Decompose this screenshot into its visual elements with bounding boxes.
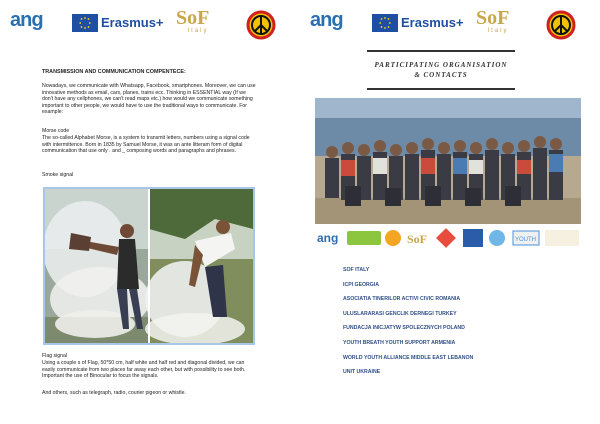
organisations-list: [343, 265, 543, 382]
morse-code-paragraph: The so-called Alphabet Morse, is a system to transmit letters, numbers using a signal code with intermittence. Born in 1835 by Samuel Morse, it was an ante litteram form of digital communication that use only . and _ composing words and paragraphs and phrases.: [42, 135, 250, 155]
eu-flag-icon: [72, 14, 98, 32]
sof-logo-text: SoF: [476, 7, 510, 29]
eu-flag-icon: [372, 14, 398, 32]
partner-circle-logo: [489, 230, 505, 246]
sof-italy-logo: [476, 8, 520, 38]
sof-logo-text: SoF: [176, 7, 210, 29]
sof-italy-logo: [176, 8, 220, 38]
organisation-item: SOF ITALY: [343, 267, 370, 273]
morse-code-title: Morse code: [42, 128, 70, 134]
partner-wya-logo: [545, 230, 579, 246]
flag-signal-paragraph: Using a couple s of Flag, 50*50 cm, half white and half red and diagonal divided, we can easily communicate from two places far away each other, but with possibility to see both. Important the use of Binocular to focus the signals.: [42, 360, 246, 380]
group-photo: [315, 98, 581, 224]
title-line-2: & CONTACTS: [414, 71, 468, 79]
intro-paragraph: Nowadays, we communicate with Whatsapp, Facebook, smartphones. Moreover, we can use innovative methods as email, cars, planes, trains ecc. Thinking in ESSENTIAL way (If we don't have any cellphones, we can't read maps etc.) how would we communicate something important to other people, we would have to use the traditional ways to communicate. For example:: [42, 83, 256, 116]
organisation-item: ASOCIATIA TINERILOR ACTIVI CIVIC ROMANIA: [343, 296, 461, 303]
partner-peace-logo: [385, 230, 401, 246]
logo-row: [0, 8, 300, 38]
participating-organisations-title: [367, 50, 515, 90]
partner-sof-logo: SoF: [407, 232, 428, 246]
ang-logo: [10, 10, 54, 38]
organisation-item: UNIT UKRAINE: [343, 369, 381, 376]
sof-logo-subtext: Italy: [487, 28, 509, 34]
partner-activi-logo: [347, 231, 381, 245]
peace-symbol-logo: [546, 10, 576, 40]
partner-diamond-logo: [436, 228, 456, 248]
other-methods-text: And others, such as telegraph, radio, courier pigeon or whistle.: [42, 390, 186, 396]
erasmus-plus-text: Erasmus+: [401, 15, 464, 30]
partner-logos-strip: [315, 227, 581, 249]
smoke-signal-title: Smoke signal: [42, 172, 74, 178]
organisation-item: ULUSLARARASI GENCLIK DERNEGI TURKEY: [343, 310, 457, 317]
organisation-item: FUNDACJA INICJATYW SPOLECZNYCH POLAND: [343, 325, 465, 332]
ang-logo: [310, 10, 354, 38]
erasmus-plus-logo: [72, 14, 164, 34]
organisation-item: WORLD YOUTH ALLIANCE MIDDLE EAST LEBANON: [343, 354, 474, 361]
ang-logo-text: ang: [310, 9, 343, 31]
partner-youth-text: YOUTH: [515, 237, 536, 243]
smoke-signal-photo: [43, 187, 255, 345]
ang-logo-text: ang: [10, 9, 43, 31]
erasmus-plus-logo: [372, 14, 464, 34]
partner-ang-logo: ang: [317, 231, 339, 245]
logo-row: [300, 8, 600, 38]
flag-signal-title: Flag signal: [42, 353, 68, 359]
transmission-heading: TRANSMISSION AND COMMUNICATION COMPENTECE:: [42, 69, 186, 75]
title-line-1: PARTICIPATING ORGANISATION: [374, 61, 508, 69]
peace-symbol-logo: [246, 10, 276, 40]
erasmus-plus-text: Erasmus+: [101, 15, 164, 30]
partner-unit-logo: [463, 229, 483, 247]
sof-logo-subtext: Italy: [187, 28, 209, 34]
people: [325, 136, 563, 206]
organisation-item: YOUTH BREATH YOUTH SUPPORT ARMENIA: [343, 339, 456, 346]
organisation-item: ICPI GEORGIA: [343, 281, 380, 288]
